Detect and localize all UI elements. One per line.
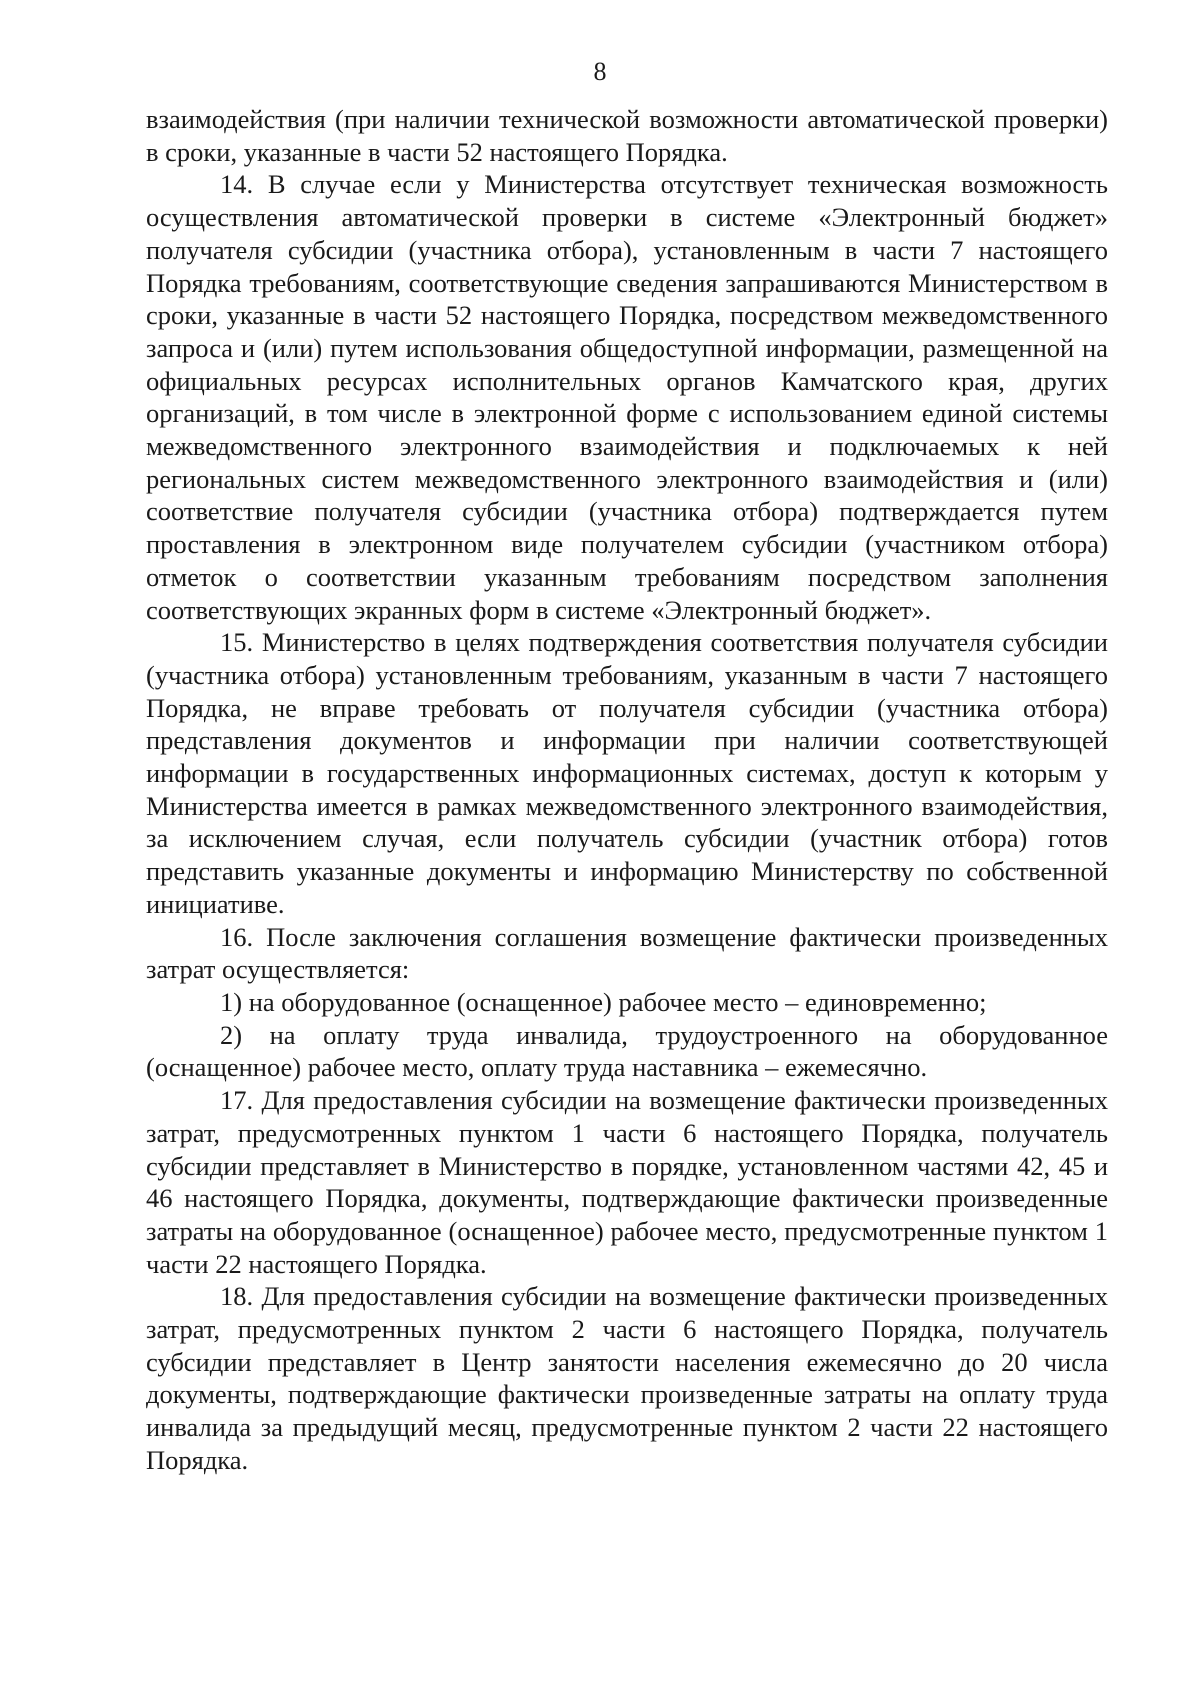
paragraph-16-item-2: 2) на оплату труда инвалида, трудоустроенного на оборудованное (оснащенное) рабочее место, оплату труда наставника – ежемесячно.: [146, 1019, 1108, 1083]
paragraph-continuation: взаимодействия (при наличии технической возможности автоматической проверки) в сроки, указанные в части 52 настоящего Порядка.: [146, 104, 1108, 167]
paragraph-17: 17. Для предоставления субсидии на возмещение фактически произведенных затрат, предусмотренных пунктом 1 части 6 настоящего Порядка, получатель субсидии представляет в Министерство в порядке, установленном частями 42, 45 и 46 настоящего Порядка, документы, подтверждающие фактически произведенные затраты на оборудованное (оснащенное) рабочее место, предусмотренные пунктом 1 части 22 настоящего Порядка.: [146, 1085, 1108, 1279]
paragraph-16-item-1: 1) на оборудованное (оснащенное) рабочее место – единовременно;: [220, 986, 987, 1017]
document-body: [146, 103, 1108, 1477]
paragraph-14: 14. В случае если у Министерства отсутствует техническая возможность осуществления автоматической проверки в системе «Электронный бюджет» получателя субсидии (участника отбора), установленным в части 7 настоящего Порядка требованиям, соответствующие сведения запрашиваются Министерством в сроки, указанные в части 52 настоящего Порядка, посредством межведомственного запроса и (или) путем использования общедоступной информации, размещенной на официальных ресурсах исполнительных органов Камчатского края, других организаций, в том числе в электронной форме с использованием единой системы межведомственного электронного взаимодействия и подключаемых к ней региональных систем межведомственного электронного взаимодействия и (или) соответствие получателя субсидии (участника отбора) подтверждается путем проставления в электронном виде получателем субсидии (участником отбора) отметок о соответствии указанным требованиям посредством заполнения соответствующих экранных форм в системе «Электронный бюджет».: [146, 169, 1108, 625]
paragraph-16: 16. После заключения соглашения возмещение фактически произведенных затрат осуществляется:: [146, 921, 1108, 985]
page-number: 8: [593, 57, 607, 86]
paragraph-18: 18. Для предоставления субсидии на возмещение фактически произведенных затрат, предусмотренных пунктом 2 части 6 настоящего Порядка, получатель субсидии представляет в Центр занятости населения ежемесячно до 20 числа документы, подтверждающие фактически произведенные затраты на оплату труда инвалида за предыдущий месяц, предусмотренные пунктом 2 части 22 настоящего Порядка.: [146, 1281, 1108, 1475]
paragraph-15: 15. Министерство в целях подтверждения соответствия получателя субсидии (участника отбора) установленным требованиям, указанным в части 7 настоящего Порядка, не вправе требовать от получателя субсидии (участника отбора) представления документов и информации при наличии соответствующей информации в государственных информационных системах, доступ к которым у Министерства имеется в рамках межведомственного электронного взаимодействия, за исключением случая, если получатель субсидии (участник отбора) готов представить указанные документы и информацию Министерству по собственной инициативе.: [146, 627, 1108, 919]
